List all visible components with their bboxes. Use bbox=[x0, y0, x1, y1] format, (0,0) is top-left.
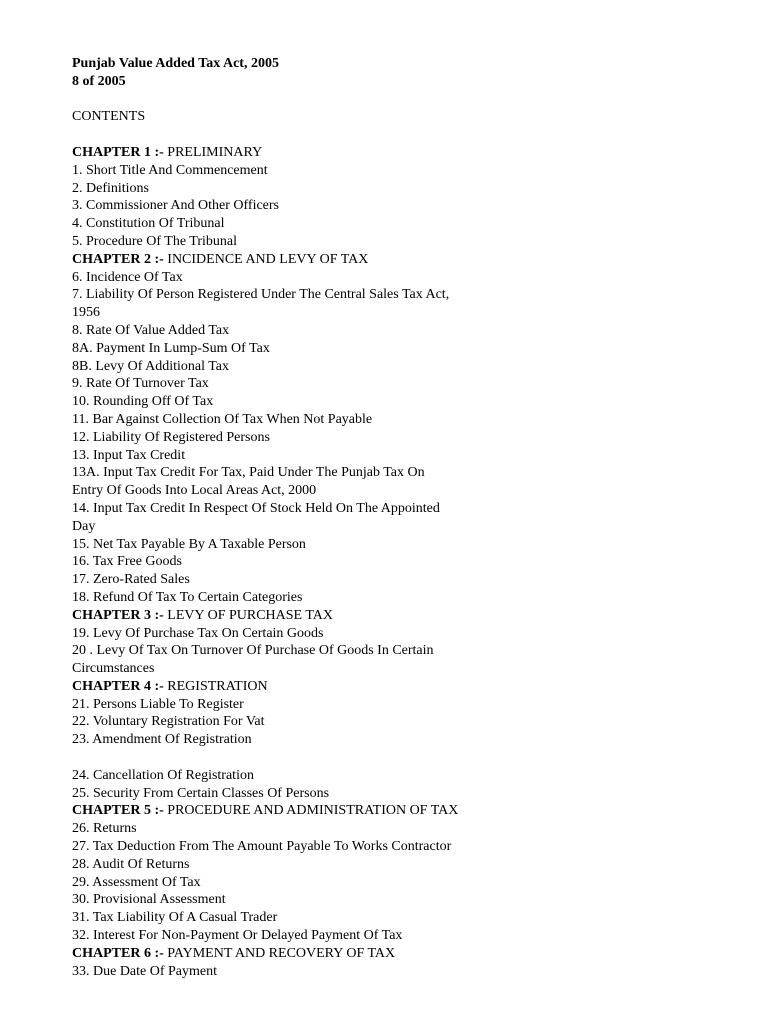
section-item: 33. Due Date Of Payment bbox=[72, 963, 218, 979]
section-item: 31. Tax Liability Of A Casual Trader bbox=[72, 910, 278, 926]
section-item: 17. Zero-Rated Sales bbox=[72, 572, 190, 588]
section-item: 26. Returns bbox=[72, 821, 137, 837]
section-item: 27. Tax Deduction From The Amount Payable To Works Contractor bbox=[72, 839, 452, 855]
section-item: 7. Liability Of Person Registered Under The Central Sales Tax Act, bbox=[72, 287, 450, 303]
section-item: 32. Interest For Non-Payment Or Delayed Payment Of Tax bbox=[72, 928, 403, 944]
section-item: 6. Incidence Of Tax bbox=[72, 269, 183, 285]
section-item: 2. Definitions bbox=[72, 180, 149, 196]
chapter-heading bbox=[72, 945, 512, 963]
section-item: 13A. Input Tax Credit For Tax, Paid Under The Punjab Tax On bbox=[72, 465, 425, 481]
section-item: 16. Tax Free Goods bbox=[72, 554, 182, 570]
chapter-number: CHAPTER 5 :- bbox=[72, 803, 164, 819]
chapter-number: CHAPTER 4 :- bbox=[72, 678, 164, 694]
section-item: Circumstances bbox=[72, 661, 155, 677]
contents-heading: CONTENTS bbox=[72, 109, 146, 125]
chapter-title: PROCEDURE AND ADMINISTRATION OF TAX bbox=[163, 803, 459, 819]
section-item: 28. Audit Of Returns bbox=[72, 856, 190, 872]
section-item: 9. Rate Of Turnover Tax bbox=[72, 376, 209, 392]
act-title: Punjab Value Added Tax Act, 2005 bbox=[72, 56, 279, 71]
act-number: 8 of 2005 bbox=[72, 73, 126, 89]
spacer bbox=[72, 91, 512, 109]
section-item: 8B. Levy Of Additional Tax bbox=[72, 358, 230, 374]
section-item: 5. Procedure Of The Tribunal bbox=[72, 233, 237, 249]
section-item: 14. Input Tax Credit In Respect Of Stock Held On The Appointed bbox=[72, 500, 440, 516]
chapter-heading bbox=[72, 678, 512, 696]
chapter-title: PRELIMINARY bbox=[163, 144, 263, 160]
chapter-number: CHAPTER 3 :- bbox=[72, 607, 164, 623]
chapter-heading bbox=[72, 802, 512, 820]
section-item: 10. Rounding Off Of Tax bbox=[72, 394, 214, 410]
section-item: 8. Rate Of Value Added Tax bbox=[72, 322, 230, 338]
section-item: 19. Levy Of Purchase Tax On Certain Goods bbox=[72, 625, 324, 641]
section-item: 12. Liability Of Registered Persons bbox=[72, 429, 270, 445]
section-item: 24. Cancellation Of Registration bbox=[72, 767, 254, 783]
section-item: 4. Constitution Of Tribunal bbox=[72, 216, 225, 232]
section-item: 15. Net Tax Payable By A Taxable Person bbox=[72, 536, 306, 552]
chapter-heading bbox=[72, 607, 512, 625]
section-item: 23. Amendment Of Registration bbox=[72, 732, 252, 748]
section-item: 21. Persons Liable To Register bbox=[72, 696, 244, 712]
chapter-heading bbox=[72, 251, 512, 269]
section-item: 25. Security From Certain Classes Of Persons bbox=[72, 785, 330, 801]
section-item: 8A. Payment In Lump-Sum Of Tax bbox=[72, 340, 270, 356]
contents-list bbox=[72, 144, 512, 980]
section-item: Day bbox=[72, 518, 96, 534]
chapter-number: CHAPTER 1 :- bbox=[72, 144, 164, 160]
chapter-number: CHAPTER 2 :- bbox=[72, 251, 164, 267]
document-page bbox=[72, 55, 512, 980]
section-item: 1. Short Title And Commencement bbox=[72, 162, 268, 178]
section-item: Entry Of Goods Into Local Areas Act, 2000 bbox=[72, 483, 317, 499]
chapter-number: CHAPTER 6 :- bbox=[72, 945, 164, 961]
chapter-title: LEVY OF PURCHASE TAX bbox=[163, 607, 334, 623]
section-item: 18. Refund Of Tax To Certain Categories bbox=[72, 589, 303, 605]
spacer bbox=[72, 749, 512, 767]
section-item: 3. Commissioner And Other Officers bbox=[72, 198, 279, 214]
section-item: 30. Provisional Assessment bbox=[72, 892, 226, 908]
section-item: 29. Assessment Of Tax bbox=[72, 874, 201, 890]
chapter-heading bbox=[72, 144, 512, 162]
section-item: 11. Bar Against Collection Of Tax When Not Payable bbox=[72, 411, 373, 427]
chapter-title: PAYMENT AND RECOVERY OF TAX bbox=[163, 945, 396, 961]
chapter-title: INCIDENCE AND LEVY OF TAX bbox=[163, 251, 369, 267]
section-item: 22. Voluntary Registration For Vat bbox=[72, 714, 265, 730]
chapter-title: REGISTRATION bbox=[163, 678, 268, 694]
section-item: 20 . Levy Of Tax On Turnover Of Purchase Of Goods In Certain bbox=[72, 643, 434, 659]
section-item: 13. Input Tax Credit bbox=[72, 447, 186, 463]
section-item: 1956 bbox=[72, 305, 100, 321]
spacer bbox=[72, 126, 512, 144]
